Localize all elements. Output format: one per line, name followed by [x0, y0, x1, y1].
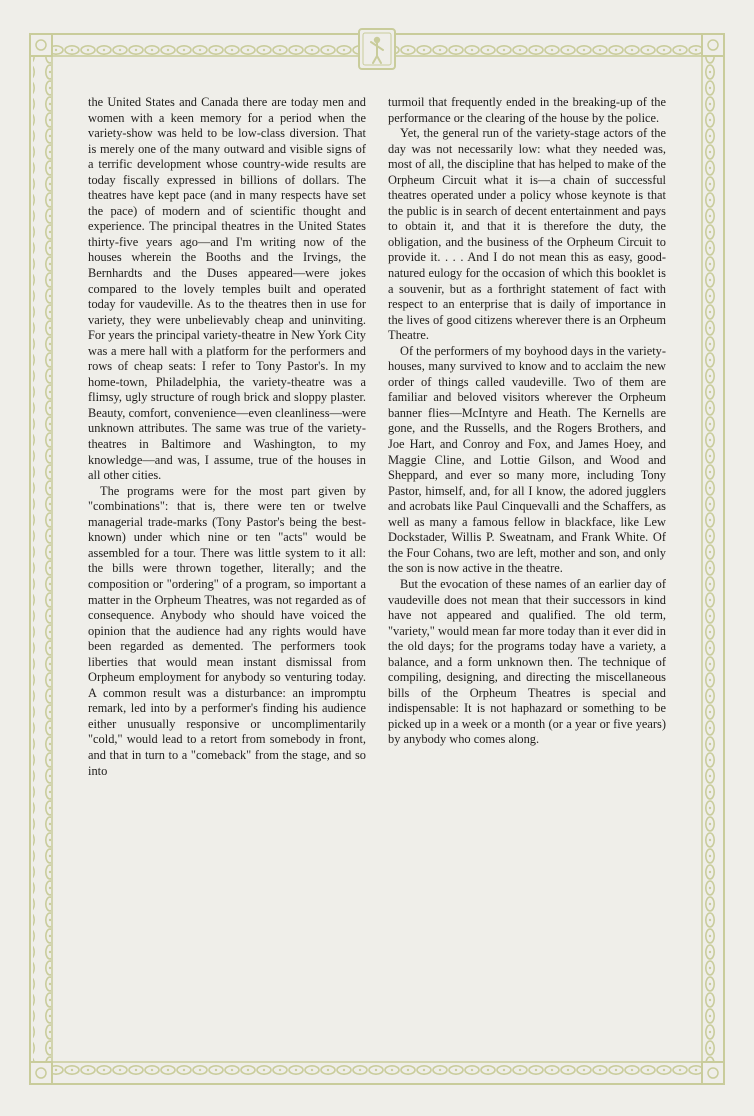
left-text-column [88, 95, 366, 779]
paragraph: Yet, the general run of the variety-stage actors of the day was not necessarily low: what they needed was, most of all, the discipline that has helped to make of the Orpheum Circuit what it is—a chain of successful theatres operated under a policy whose keynote is that the public is in search of decent entertainment and pays to obtain it, and that it is therefore the duty, the obligation, and the business of the Orpheum Circuit to provide it. . . . And I do not mean this as easy, good-natured eulogy for the occasion of which this booklet is a souvenir, but as a forthright statement of fact with respect to an enterprise that is daily of importance in the lives of good citizens wherever there is an Orpheum Theatre. [388, 126, 666, 343]
paragraph: the United States and Canada there are today men and women with a keen memory for a period when the variety-show was held to be low-class diversion. That is merely one of the many outward and visible signs of a terrific development whose country-wide results are today fiscally expressed in billions of dollars. The theatres have kept pace (and in many respects have set the pace) of modern and of scientific thought and experience. The principal theatres in the United States thirty-five years ago—and I'm writing now of the houses wherein the Booths and the Irvings, the Bernhardts and the Duses appeared—were jokes compared to the lovely temples built and operated today for vaudeville. As to the theatres then in use for variety, they were unbelievably cheap and uninviting. For years the principal variety-theatre in New York City was a mere hall with a platform for the performers and rows of cheap seats: I refer to Tony Pastor's. In my home-town, Philadelphia, the variety-theatre was a flimsy, ugly structure of rough brick and sloppy plaster. Beauty, comfort, convenience—even cleanliness—were unknown attributes. The same was true of the variety-theatres in Baltimore and Washington, to my knowledge—and was, I assume, true of the houses in all other cities. [88, 95, 366, 483]
paragraph: Of the performers of my boyhood days in the variety-houses, many survived to know and to acclaim the new order of things called vaudeville. Two of them are familiar and beloved visitors wherever the Orpheum banner flies—McIntyre and Heath. The Kernells are gone, and the Russells, and the Rogers Brothers, and Joe Hart, and Conroy and Fox, and James Hoey, and Maggie Cline, and Lottie Gilson, and Wood and Sheppard, and ever so many more, including Tony Pastor, himself, and, for all I know, the adored jugglers and acrobats like Paul Cinquevalli and the Schaffers, as well as many a famous fellow in blackface, like Lew Dockstader, Willis P. Sweatnam, and Frank White. Of the Four Cohans, two are left, mother and son, and only the son is now active in the theatre. [388, 343, 666, 576]
paragraph: turmoil that frequently ended in the breaking-up of the performance or the clearing of the house by the police. [388, 95, 666, 125]
right-text-column [388, 95, 666, 748]
ornamental-figure-icon [358, 28, 396, 70]
paragraph: The programs were for the most part given by "combinations": that is, there were ten or twelve managerial trade-marks (Tony Pastor's being the best-known) under which nine or ten "acts" would be assembled for a tour. There was little system to it all: the bills were thrown together, literally; and the composition or "ordering" of a program, so important a matter in the Orpheum Theatres, was not regarded as of consequence. Anybody who should have voiced the opinion that the audience had any rights would have been regarded as demented. The performers took liberties that would mean instant dismissal from Orpheum employment for anybody so venturing today. A common result was a disturbance: an impromptu remark, led into by a performer's finding his audience either unusually responsive or uncomplimentarily "cold," would lead to a retort from somebody in front, and that in turn to a "comeback" from the stage, and so into [88, 483, 366, 778]
paragraph: But the evocation of these names of an earlier day of vaudeville does not mean that their successors in kind have not appeared and qualified. The old term, "variety," would mean far more today than it ever did in the old days; for the programs today have a variety, a balance, and a form unknown then. The technique of compiling, designing, and directing the miscellaneous bills of the Orpheum Theatres is special and indispensable: It is not haphazard or something to be picked up in a week or a month (or a year or five years) by anybody who comes along. [388, 576, 666, 747]
